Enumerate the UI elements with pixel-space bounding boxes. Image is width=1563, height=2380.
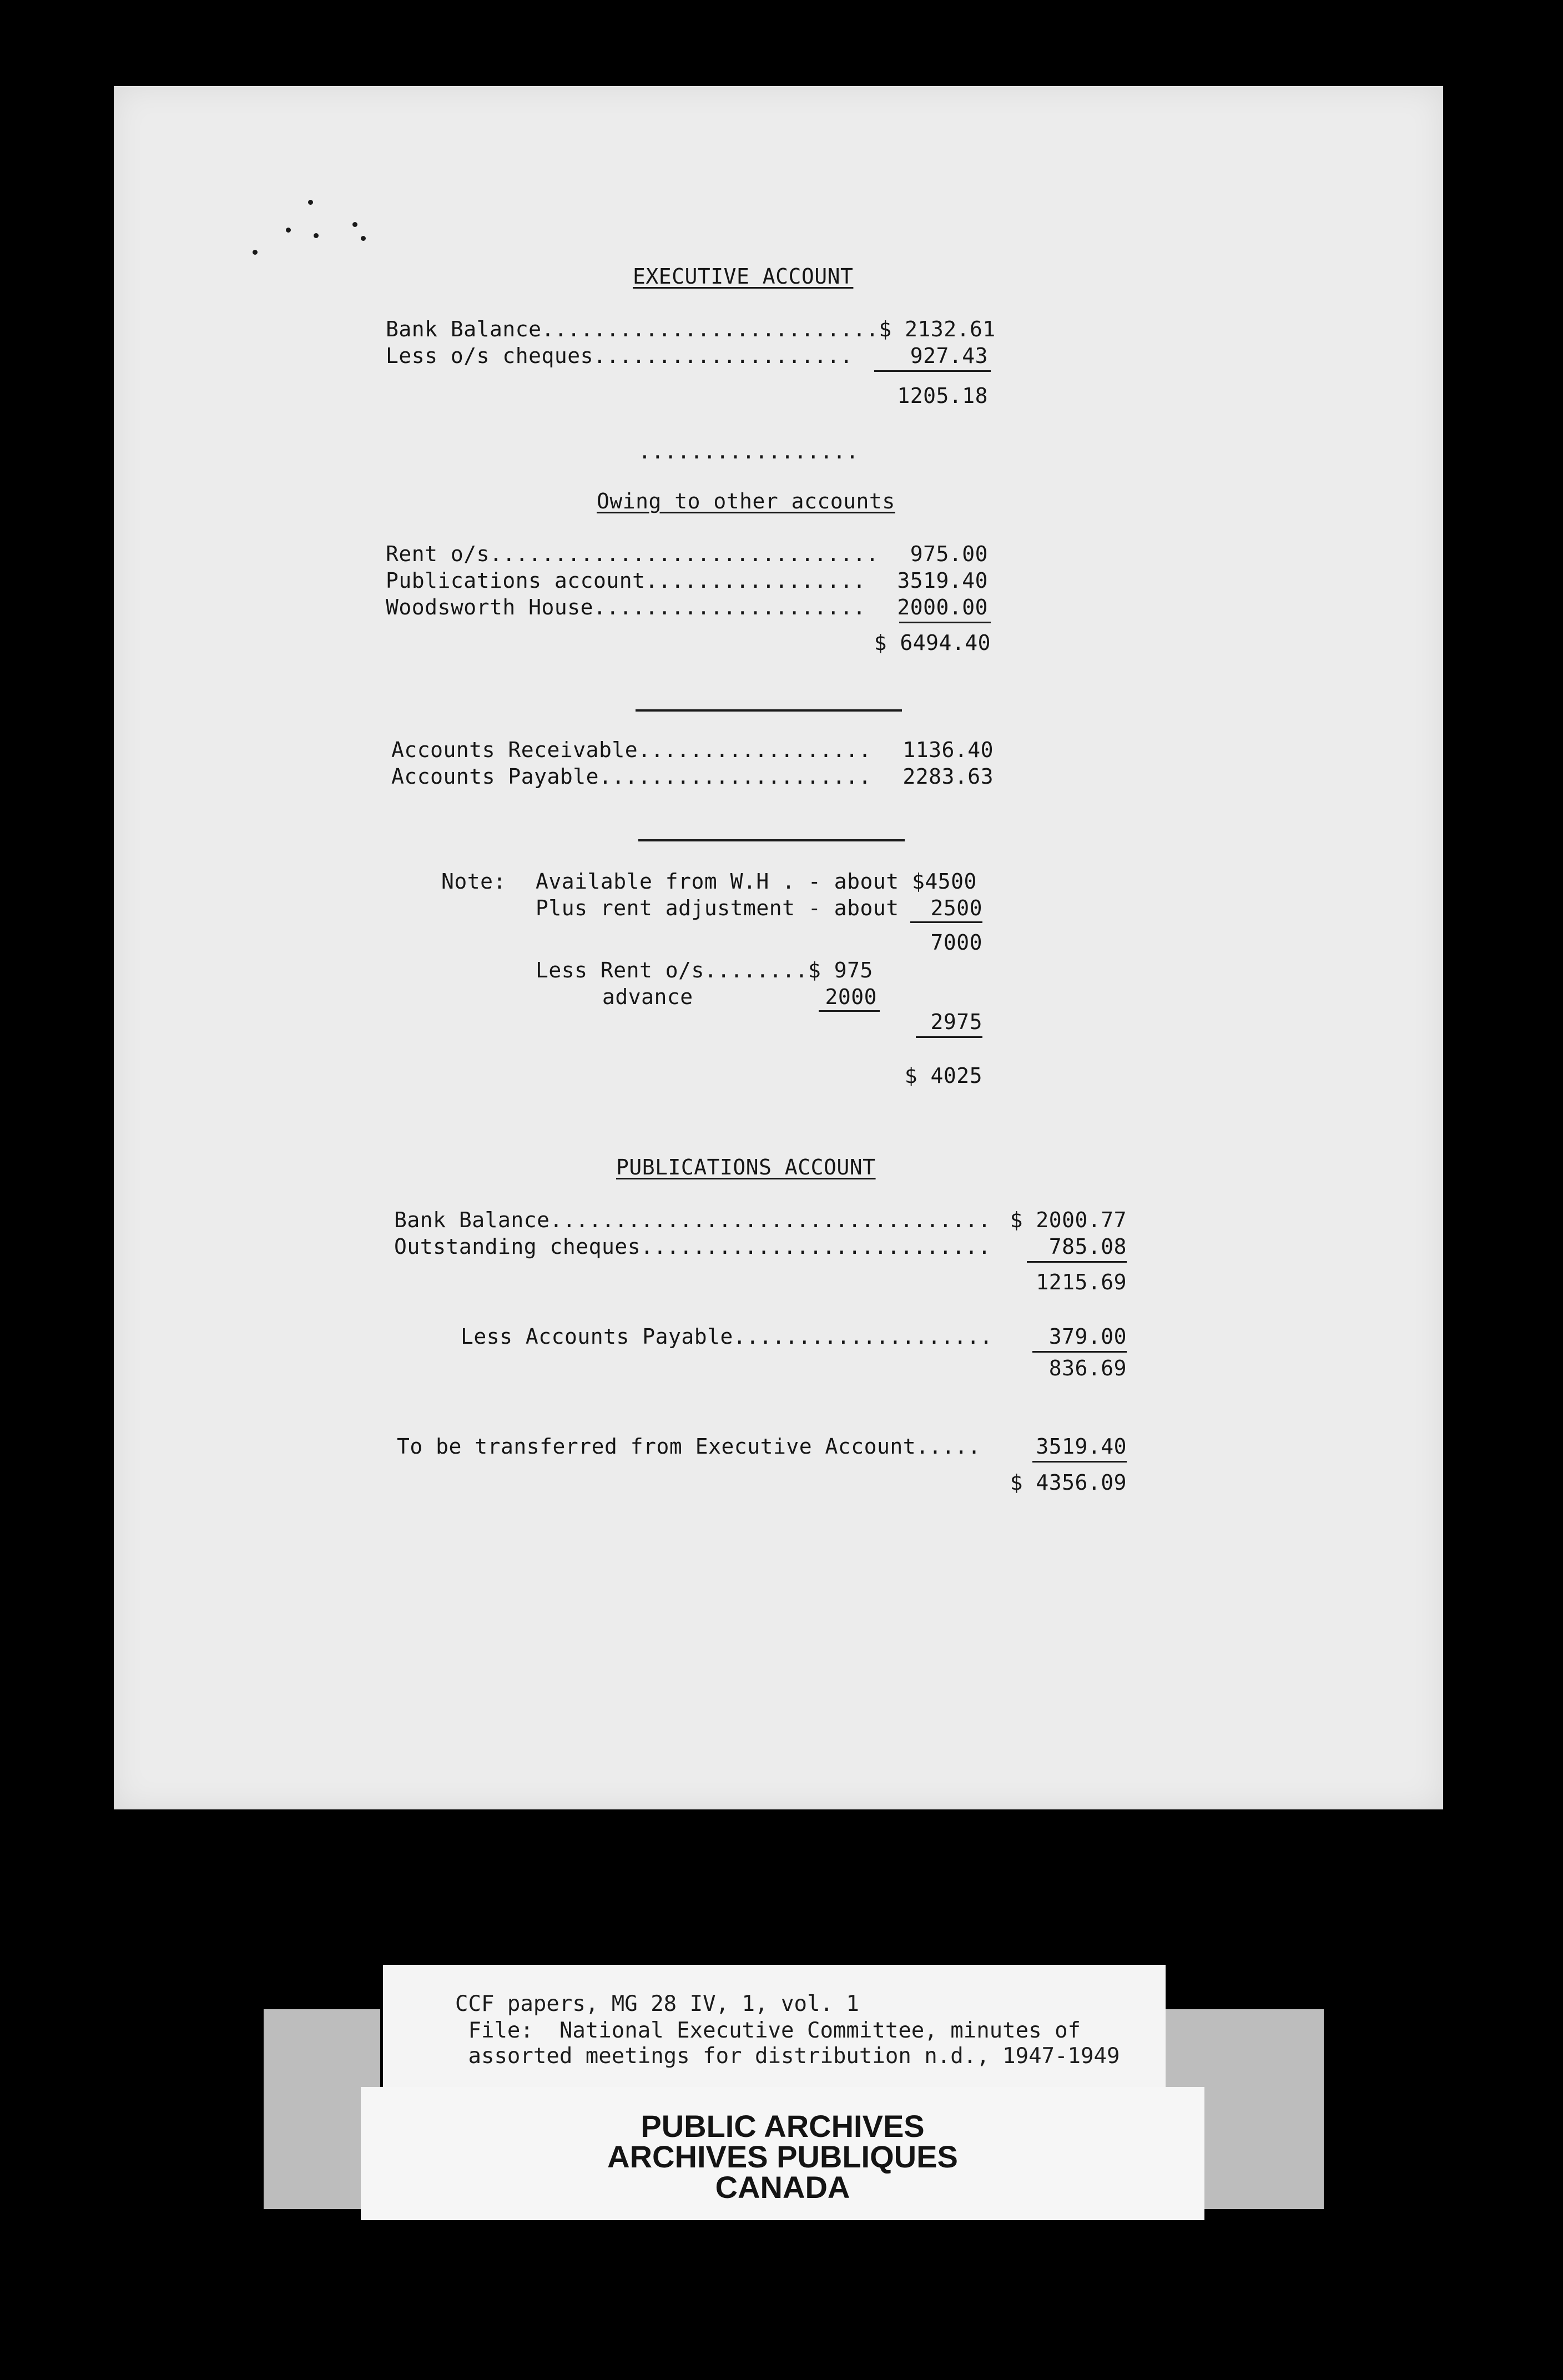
- pub-after-payable: 836.69: [1048, 1356, 1127, 1380]
- note-available: Available from W.H . - about $4500: [536, 869, 977, 894]
- archives-stamp: [361, 2087, 1204, 2220]
- note-plus-rent-value: 2500: [930, 896, 982, 920]
- section-rule: [636, 709, 902, 712]
- pub-net: 1215.69: [1036, 1270, 1127, 1294]
- pub-underline: [1027, 1261, 1127, 1263]
- pub-transfer-underline: [1032, 1461, 1127, 1463]
- note-plus-rent: Plus rent adjustment - about: [536, 896, 899, 920]
- accounts-payable-value: 2283.63: [902, 764, 994, 789]
- stamp-line-2: ARCHIVES PUBLIQUES: [607, 2139, 958, 2174]
- pub-final: $ 4356.09: [1010, 1470, 1127, 1495]
- accounts-payable: Accounts Payable.....................: [391, 764, 871, 789]
- section-rule-2: [638, 839, 905, 841]
- owing-rent-value: 975.00: [910, 542, 988, 566]
- exec-underline: [874, 370, 991, 372]
- pub-transfer-value: 3519.40: [1036, 1434, 1127, 1459]
- pub-outstanding: Outstanding cheques...........................: [394, 1234, 991, 1259]
- note-less-rent: Less Rent o/s........$ 975: [536, 958, 873, 982]
- pub-less-payable: Less Accounts Payable....................: [461, 1324, 993, 1349]
- owing-underline: [899, 622, 991, 623]
- exec-less-cheques-value: 927.43: [910, 344, 988, 368]
- stamp-line-1: PUBLIC ARCHIVES: [641, 2109, 925, 2144]
- note-deduction: 2975: [930, 1010, 982, 1034]
- pub-outstanding-value: 785.08: [1048, 1234, 1127, 1259]
- note-label: Note:: [441, 869, 506, 894]
- exec-less-cheques: Less o/s cheques....................: [386, 344, 853, 368]
- owing-heading: Owing to other accounts: [597, 489, 895, 513]
- executive-account-heading: EXECUTIVE ACCOUNT: [633, 264, 854, 289]
- note-subtotal: 7000: [930, 930, 982, 955]
- archive-reference-label: [383, 1965, 1166, 2104]
- note-deduction-underline: [916, 1036, 982, 1038]
- pub-bank-balance: Bank Balance..................................: [394, 1208, 991, 1232]
- exec-net: 1205.18: [897, 384, 988, 408]
- owing-woodsworth-value: 2000.00: [897, 595, 988, 619]
- owing-total: $ 6494.40: [874, 631, 991, 655]
- owing-woodsworth: Woodsworth House.....................: [386, 595, 866, 619]
- label-line-1: CCF papers, MG 28 IV, 1, vol. 1: [455, 1991, 859, 2016]
- note-advance-underline: [819, 1010, 880, 1012]
- note-result: $ 4025: [904, 1063, 982, 1088]
- owing-rent: Rent o/s..............................: [386, 542, 879, 566]
- exec-dots-separator: .................: [638, 439, 859, 463]
- pub-less-payable-value: 379.00: [1048, 1324, 1127, 1349]
- pub-transfer: To be transferred from Executive Account.....: [397, 1434, 981, 1459]
- accounts-receivable: Accounts Receivable..................: [391, 738, 871, 762]
- label-line-2: File: National Executive Committee, minutes of: [455, 2018, 1081, 2043]
- publications-account-heading: PUBLICATIONS ACCOUNT: [616, 1155, 876, 1179]
- pub-bank-balance-value: $ 2000.77: [1010, 1208, 1127, 1232]
- pub-payable-underline: [1032, 1351, 1127, 1353]
- exec-bank-balance: Bank Balance..........................$ 2132.61: [386, 317, 996, 341]
- note-advance: advance: [602, 985, 693, 1009]
- owing-publications: Publications account.................: [386, 568, 866, 593]
- note-underline: [910, 921, 982, 923]
- accounts-receivable-value: 1136.40: [902, 738, 994, 762]
- owing-publications-value: 3519.40: [897, 568, 988, 593]
- label-line-3: assorted meetings for distribution n.d., 1947-1949: [455, 2044, 1120, 2069]
- stamp-line-3: CANADA: [715, 2170, 850, 2205]
- note-advance-value: 2000: [825, 985, 877, 1009]
